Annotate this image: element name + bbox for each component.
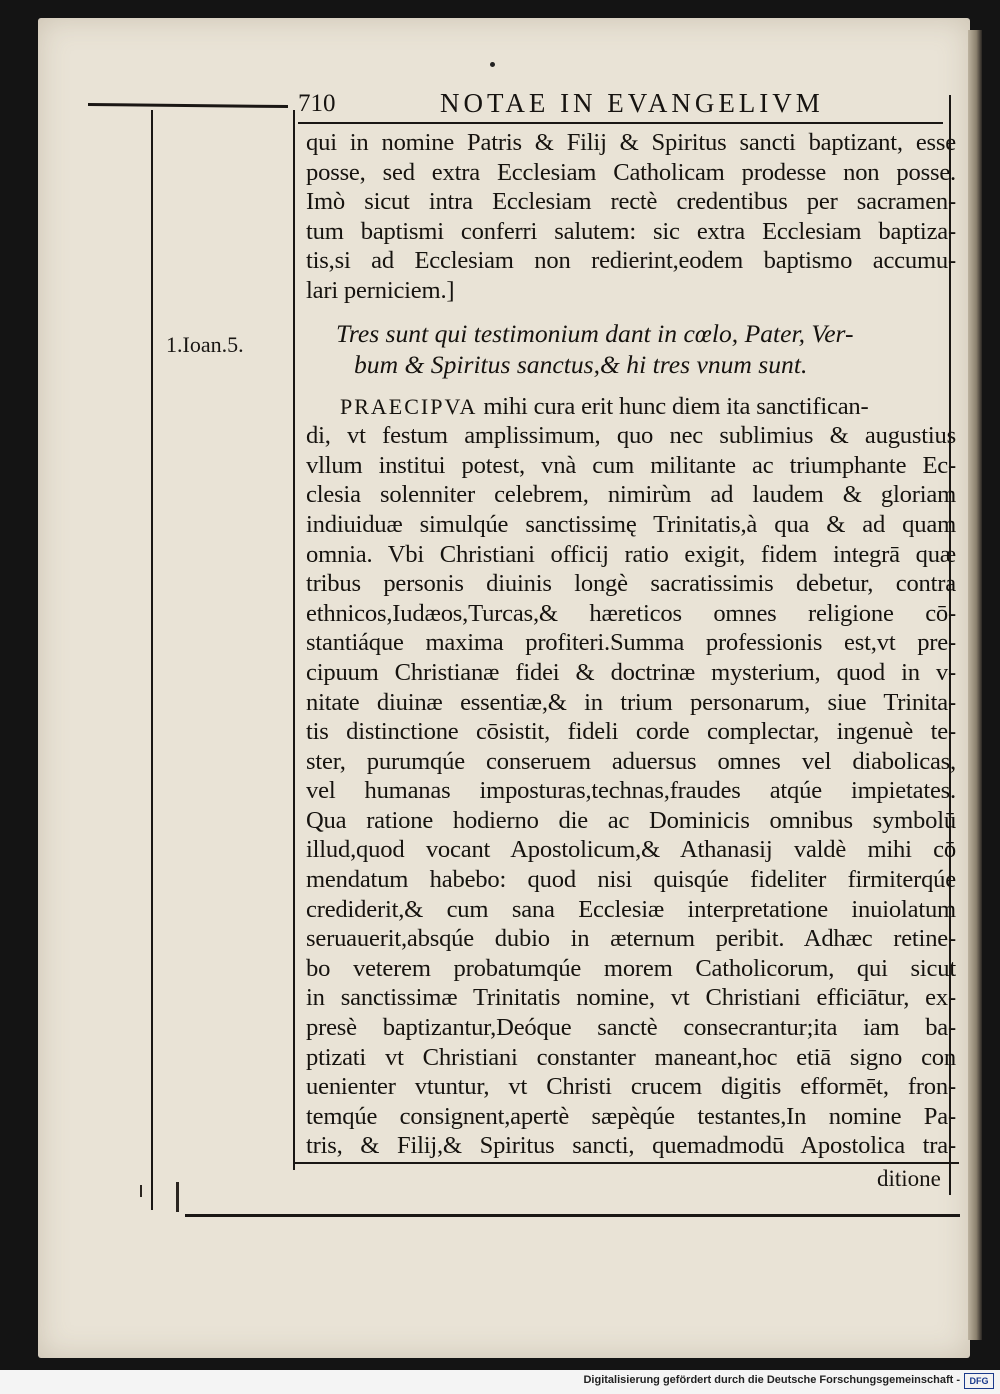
first-line-text: mihi cura erit hunc diem ita sanctifican- [483, 392, 869, 420]
footer-bar [0, 1370, 1000, 1394]
text-line: stantiáque maxima profiteri.Summa professionis est,vt pre- [306, 629, 956, 657]
text-line: indiuiduæ simulqúe sanctissimę Trinitatis,à qua & ad quam [306, 510, 956, 538]
page-number: 710 [298, 90, 336, 117]
margin-note: 1.Ioan.5. [166, 332, 244, 357]
page-edge [968, 30, 982, 1340]
text-line: Qua ratione hodierno die ac Dominicis omnibus symbolū [306, 806, 956, 834]
text-line: tum baptismi conferri salutem: sic extra Ecclesiam baptiza- [306, 217, 956, 245]
bottom-rule-outer [185, 1214, 960, 1217]
text-line: ethnicos,Iudæos,Turcas,& hæreticos omnes religione cō- [306, 599, 956, 627]
margin-vertical-rule [151, 110, 153, 1210]
margin-mark [176, 1182, 179, 1212]
text-line: tis,si ad Ecclesiam non redierint,eodem baptismo accumu- [306, 247, 956, 275]
running-head [298, 90, 948, 126]
text-line: seruauerit,absqúe dubio in æternum peribit. Adhæc retine- [306, 925, 956, 953]
text-line: nitate diuinæ essentiæ,& in trium personarum, siue Trinita- [306, 688, 956, 716]
running-title: NOTAE IN EVANGELIVM [440, 88, 824, 118]
text-line: Imò sicut intra Ecclesiam rectè credentibus per sacramen- [306, 188, 956, 216]
ink-dot [490, 62, 495, 67]
text-line: vllum institui potest, vnà cum militante ac triumphante Ec- [306, 451, 956, 479]
text-line: ster, purumqúe conseruem aduersus omnes vel diabolicas, [306, 747, 956, 775]
text-line: temqúe consignent,apertè sæpèqúe testantes,In nomine Pa- [306, 1102, 956, 1130]
text-line: lari perniciem.] [306, 276, 455, 304]
text-line: ptizati vt Christiani constanter maneant,hoc etiā signo con [306, 1043, 956, 1071]
text-line: tribus personis diuinis longè sacratissimis debetur, contra [306, 570, 956, 598]
text-line: in sanctissimæ Trinitatis nomine, vt Christiani efficiātur, ex- [306, 984, 956, 1012]
text-line: illud,quod vocant Apostolicum,& Athanasij valdè mihi cō [306, 836, 956, 864]
text-line: omnia. Vbi Christiani officij ratio exigit, fidem integrā quæ [306, 540, 956, 568]
text-line: di, vt festum amplissimum, quo nec sublimius & augustius [306, 422, 956, 450]
text-line: tris, & Filij,& Spiritus sancti, quemadmodū Apostolica tra- [306, 1132, 956, 1160]
text-line: clesia solenniter celebrem, nimirùm ad laudem & gloriam [306, 481, 956, 509]
catchword: ditione [877, 1166, 941, 1191]
text-line: crediderit,& cum sana Ecclesiæ interpretatione inuiolatum [306, 895, 956, 923]
margin-mark [140, 1185, 142, 1197]
dfg-logo-icon: DFG [964, 1373, 994, 1389]
text-line: bo veterem probatumqúe morem Catholicorum, qui sicut [306, 954, 956, 982]
footer-credit: Digitalisierung gefördert durch die Deutsche Forschungsgemeinschaft - [583, 1374, 960, 1386]
text-line: mendatum habebo: quod nisi quisqúe fideliter firmiterqúe [306, 866, 956, 894]
text-line: qui in nomine Patris & Filij & Spiritus sancti baptizant, esse [306, 129, 956, 156]
text-line: cipuum Christianæ fidei & doctrinæ mysterium, quod in v- [306, 658, 956, 686]
bottom-rule-inner [294, 1162, 959, 1164]
paragraph-first-line [306, 392, 956, 422]
body-text [306, 128, 956, 1161]
text-vertical-rule [293, 110, 295, 1170]
text-line: uenienter vtuntur, vt Christi crucem digitis efformēt, fron- [306, 1073, 956, 1101]
text-line: vel humanas imposturas,technas,fraudes atqúe impietates. [306, 777, 956, 805]
scripture-quote-line: bum & Spiritus sanctus,& hi tres vnum sunt. [354, 349, 808, 379]
initial-word: PRAECIPVA [340, 393, 478, 419]
scripture-quote-line: Tres sunt qui testimonium dant in cœlo, Pater, Ver- [336, 318, 854, 348]
text-line: posse, sed extra Ecclesiam Catholicam prodesse non posse. [306, 158, 956, 186]
text-line: presè baptizantur,Deóque sanctè consecrantur;ita iam ba- [306, 1014, 956, 1042]
text-line: tis distinctione cōsistit, fideli corde complectar, ingenuè te- [306, 718, 956, 746]
